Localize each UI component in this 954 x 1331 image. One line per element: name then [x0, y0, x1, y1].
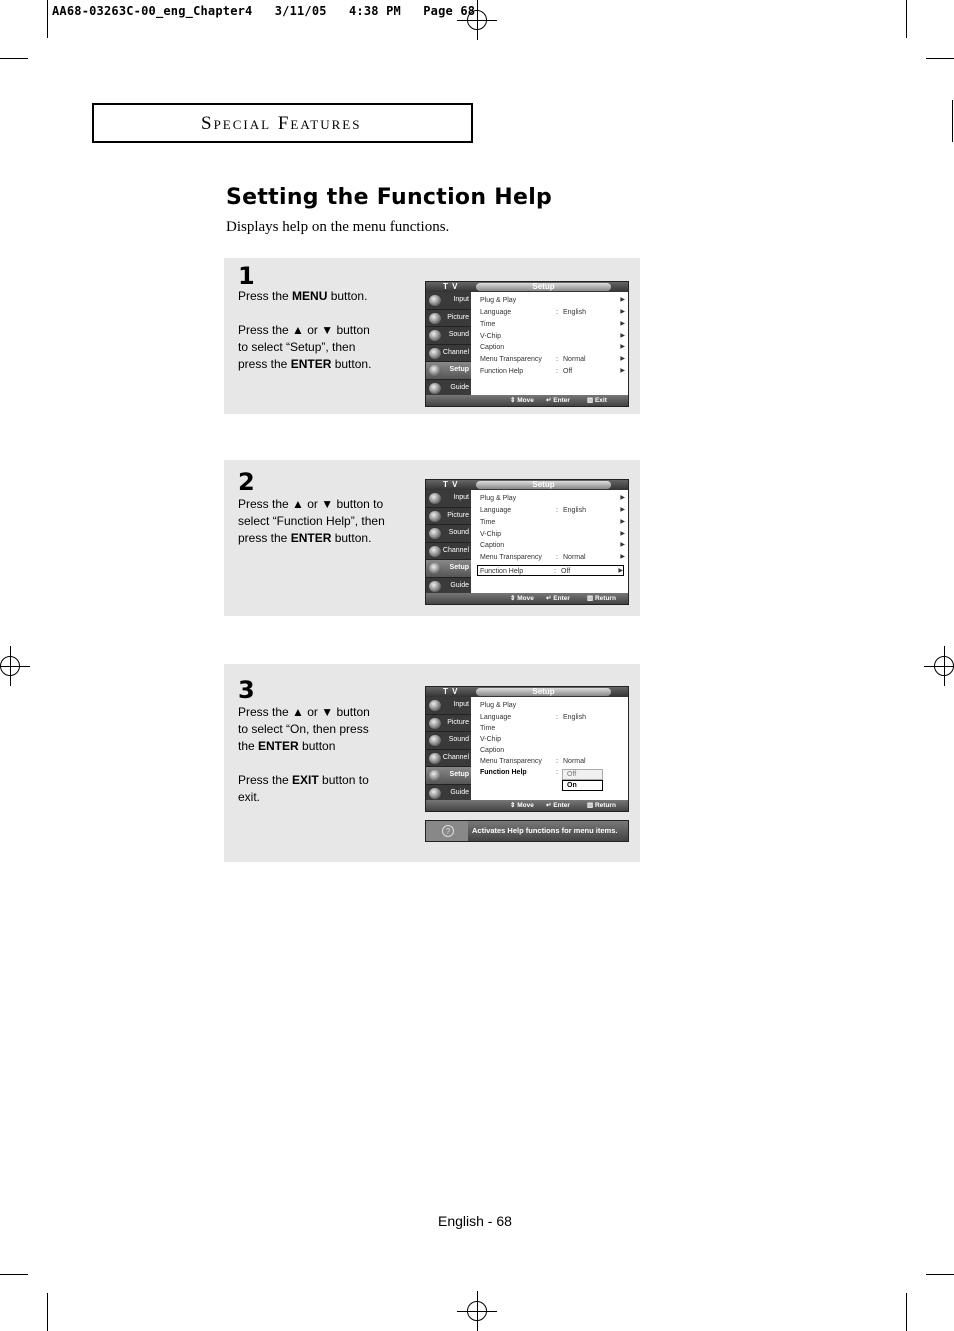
- menu-item-highlighted[interactable]: Function Help : Off ▶: [477, 565, 624, 576]
- tab-input[interactable]: Input: [426, 292, 471, 310]
- tv-setup-menu-screen: [425, 479, 629, 605]
- menu-title: Setup: [476, 688, 611, 696]
- menu-item[interactable]: Time: [480, 725, 496, 732]
- tab-picture[interactable]: Picture: [426, 310, 471, 328]
- step-instructions: Press the MENU button. Press the ▲ or ▼ button to select “Setup”, then press the ENTER button.: [238, 289, 372, 371]
- guide-icon: [429, 383, 441, 394]
- menu-item[interactable]: Time ▶: [480, 519, 625, 526]
- step-number: 1: [238, 262, 255, 290]
- print-header: AA68-03263C-00_eng_Chapter4 3/11/05 4:38 PM Page 68: [52, 4, 476, 18]
- page-footer: English - 68: [438, 1213, 512, 1229]
- move-icon: ⇕: [510, 802, 516, 809]
- menu-item[interactable]: Caption ▶: [480, 344, 625, 351]
- help-icon: ?: [442, 825, 454, 837]
- crop-mark: [906, 1293, 907, 1331]
- step-panel-2: [224, 460, 640, 616]
- menu-item-active[interactable]: Function Help :: [480, 769, 558, 776]
- menu-item[interactable]: Time ▶: [480, 321, 625, 328]
- registration-crosshair: [924, 646, 954, 686]
- setup-icon: [429, 563, 441, 574]
- setup-icon: [429, 770, 441, 781]
- menu-control-bar: ⇕ Move ↵ Enter ▥ Return: [426, 593, 628, 604]
- tv-label: T V: [443, 480, 459, 489]
- move-icon: ⇕: [510, 397, 516, 404]
- menu-item[interactable]: Menu Transparency : Normal ▶: [480, 356, 625, 363]
- sound-icon: [429, 735, 441, 746]
- page-subtitle: Displays help on the menu functions.: [226, 219, 450, 235]
- registration-mark-line: [952, 100, 953, 142]
- input-icon: [429, 493, 441, 504]
- menu-sidebar: [426, 490, 471, 605]
- menu-item[interactable]: V-Chip ▶: [480, 531, 625, 538]
- tab-picture[interactable]: Picture: [426, 715, 471, 733]
- step-instructions: Press the ▲ or ▼ button to select “On, then press the ENTER button Press the EXIT button to exit.: [238, 705, 370, 804]
- menu-item[interactable]: V-Chip: [480, 736, 502, 743]
- step-panel-1: [224, 258, 640, 414]
- menu-control-bar: ⇕ Move ↵ Enter ▥ Return: [426, 800, 628, 811]
- enter-icon: ↵: [546, 595, 552, 602]
- menu-item[interactable]: Plug & Play ▶: [480, 495, 625, 502]
- menu-item[interactable]: Function Help : Off ▶: [480, 368, 625, 375]
- section-title: Special Features: [201, 113, 362, 134]
- crop-mark: [906, 0, 907, 38]
- function-help-dropdown[interactable]: [562, 769, 603, 791]
- tab-setup[interactable]: Setup: [426, 560, 471, 578]
- sound-icon: [429, 330, 441, 341]
- input-icon: [429, 295, 441, 306]
- registration-crosshair: [457, 1291, 497, 1331]
- return-icon: ▥: [587, 595, 594, 602]
- tab-channel[interactable]: Channel: [426, 750, 471, 768]
- crop-mark: [0, 58, 28, 59]
- tab-sound[interactable]: Sound: [426, 525, 471, 543]
- input-icon: [429, 700, 441, 711]
- tab-setup[interactable]: Setup: [426, 767, 471, 785]
- registration-crosshair: [0, 646, 30, 686]
- return-icon: ▥: [587, 802, 594, 809]
- menu-title: Setup: [476, 283, 611, 291]
- step-instructions: Press the ▲ or ▼ button to select “Function Help”, then press the ENTER button.: [238, 497, 385, 545]
- tab-picture[interactable]: Picture: [426, 508, 471, 526]
- function-help-bar: [425, 820, 629, 842]
- section-header-box: [92, 103, 473, 143]
- tv-setup-menu-screen: [425, 281, 629, 407]
- menu-items: [471, 490, 629, 596]
- menu-item[interactable]: Menu Transparency : Normal ▶: [480, 554, 625, 561]
- crop-mark: [926, 58, 954, 59]
- tv-label: T V: [443, 282, 459, 291]
- setup-icon: [429, 365, 441, 376]
- exit-icon: ▥: [587, 397, 594, 404]
- step-number: 2: [238, 468, 255, 496]
- crop-mark: [926, 1274, 954, 1275]
- move-icon: ⇕: [510, 595, 516, 602]
- enter-icon: ↵: [546, 397, 552, 404]
- tab-guide[interactable]: Guide: [426, 380, 471, 398]
- dropdown-option-on[interactable]: On: [562, 780, 603, 791]
- guide-icon: [429, 581, 441, 592]
- step-panel-3: [224, 664, 640, 862]
- crop-mark: [47, 1293, 48, 1331]
- sound-icon: [429, 528, 441, 539]
- menu-title: Setup: [476, 481, 611, 489]
- menu-control-bar: ⇕ Move ↵ Enter ▥ Exit: [426, 395, 628, 406]
- tab-sound[interactable]: Sound: [426, 732, 471, 750]
- menu-item[interactable]: Plug & Play ▶: [480, 297, 625, 304]
- menu-item[interactable]: Caption ▶: [480, 542, 625, 549]
- guide-icon: [429, 788, 441, 799]
- crop-mark: [47, 0, 48, 38]
- picture-icon: [429, 313, 441, 324]
- page-title: Setting the Function Help: [226, 185, 553, 210]
- enter-icon: ↵: [546, 802, 552, 809]
- menu-items: [471, 292, 629, 398]
- tv-setup-menu-screen: [425, 686, 629, 812]
- tab-setup[interactable]: Setup: [426, 362, 471, 380]
- tab-input[interactable]: Input: [426, 490, 471, 508]
- crop-mark: [0, 1274, 28, 1275]
- help-text: Activates Help functions for menu items.: [472, 826, 618, 835]
- tab-input[interactable]: Input: [426, 697, 471, 715]
- menu-item[interactable]: Menu Transparency : Normal: [480, 758, 586, 765]
- tv-label: T V: [443, 687, 459, 696]
- menu-sidebar: [426, 292, 471, 407]
- picture-icon: [429, 511, 441, 522]
- channel-icon: [429, 348, 441, 359]
- tab-channel[interactable]: Channel: [426, 345, 471, 363]
- dropdown-option-off[interactable]: Off: [562, 769, 603, 780]
- menu-item[interactable]: Language : English ▶: [480, 507, 625, 514]
- menu-item[interactable]: Plug & Play: [480, 702, 517, 709]
- tab-channel[interactable]: Channel: [426, 543, 471, 561]
- menu-sidebar: [426, 697, 471, 812]
- menu-item[interactable]: Caption: [480, 747, 505, 754]
- tab-guide[interactable]: Guide: [426, 785, 471, 803]
- channel-icon: [429, 753, 441, 764]
- channel-icon: [429, 546, 441, 557]
- step-number: 3: [238, 676, 255, 704]
- menu-items: [471, 697, 629, 803]
- tab-guide[interactable]: Guide: [426, 578, 471, 596]
- menu-item[interactable]: Language : English: [480, 714, 586, 721]
- picture-icon: [429, 718, 441, 729]
- menu-item[interactable]: Language : English ▶: [480, 309, 625, 316]
- menu-item[interactable]: V-Chip ▶: [480, 333, 625, 340]
- tab-sound[interactable]: Sound: [426, 327, 471, 345]
